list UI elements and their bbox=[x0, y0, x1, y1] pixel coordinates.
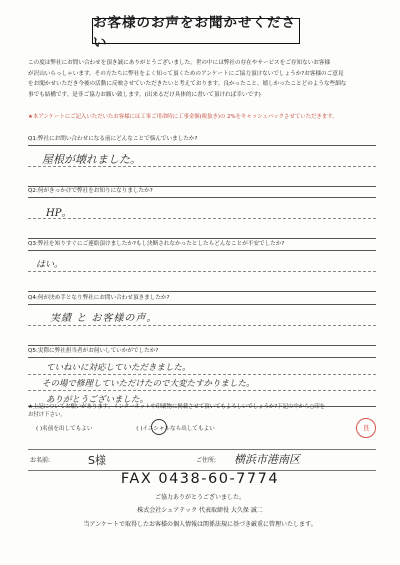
answer-line bbox=[28, 390, 376, 391]
fax-number: FAX 0438-60-7774 bbox=[120, 471, 280, 487]
intro-line: をお聞かせいただき今後の活動に反映させていただきたいと考えております。良かったこと、嬉しかったことどのような些細な bbox=[28, 81, 347, 88]
question-5 bbox=[28, 347, 376, 407]
question-label: Q3:弊社を知りすぐにご連絡頂けましたか?もし決断されなかったとしたらどんなことが不安でしたか? bbox=[28, 241, 285, 247]
handwritten-answer: 実績 と お客様の声。 bbox=[50, 313, 158, 324]
selected-circle-mark bbox=[151, 419, 167, 435]
permission-text-2: お付け下さい。 bbox=[28, 412, 66, 418]
intro-line: が沢山いらっしゃいます。その方たちに弊社をよく知って頂くためのアンケートにご協力頂けないでしょうか?お客様のご意見 bbox=[28, 70, 344, 77]
privacy-notice: 当アンケートで取得したお客様の個人情報は関係法規に基づき厳重に管理いたします。 bbox=[83, 521, 317, 528]
question-label: Q2:何がきっかけで弊社をお知りになりましたか? bbox=[28, 188, 153, 194]
intro-line: 事でも結構です。是非ご協力お願い致します。(出来るだけ具体的に書いて頂ければ幸いです) bbox=[28, 91, 261, 98]
permission-request bbox=[28, 402, 378, 418]
answer-line bbox=[28, 374, 376, 375]
answer-line bbox=[28, 325, 376, 326]
permission-choices bbox=[36, 424, 366, 432]
question-2 bbox=[28, 187, 376, 239]
question-label: Q4:何が決め手となり弊社にお問い合わせ頂きましたか? bbox=[28, 295, 170, 301]
thanks-text: ご協力ありがとうございました。 bbox=[154, 494, 245, 501]
question-label: Q1:弊社にお問い合わせになる前にどんなことで悩んでいましたか? bbox=[28, 136, 198, 142]
address-value: 横浜市港南区 bbox=[234, 453, 300, 466]
permission-text: ★上記についてお願いがあります。インターネットや印刷物に掲載させて頂いてもよろしいでしょうか?下記の中から○印を bbox=[28, 404, 326, 410]
answer-box bbox=[28, 250, 376, 292]
name-label: お名前: bbox=[30, 457, 51, 464]
question-3 bbox=[28, 240, 376, 292]
answer-line bbox=[28, 271, 376, 272]
answer-box bbox=[28, 357, 376, 407]
page-title: お客様のお声をお聞かせください bbox=[92, 18, 300, 44]
name-value: S様 bbox=[88, 454, 106, 467]
question-4 bbox=[28, 294, 376, 346]
handwritten-answer: HP。 bbox=[46, 208, 72, 219]
handwritten-answer: はい。 bbox=[36, 260, 64, 270]
company-name: 株式会社シェアテック 代表取締役 大久保 誠二 bbox=[137, 507, 263, 514]
choice-name-ok[interactable]: ( )名前を出してもよい bbox=[36, 426, 93, 432]
handwritten-answer: 屋根が壊れました。 bbox=[42, 153, 141, 166]
intro-text bbox=[28, 58, 376, 100]
answer-box bbox=[28, 304, 376, 346]
approval-stamp: 良 bbox=[356, 418, 376, 438]
choice-initial-ok[interactable]: ( )イニシャルなら出してもよい bbox=[136, 426, 215, 432]
handwritten-answer-line: ありがとうございました。 bbox=[46, 395, 149, 405]
cashback-note: ★本アンケートにご記入いただいたお客様には工事ご用命時に工事金額(税抜き)の 2%をキャッシュバックさせていただきます。 bbox=[28, 114, 338, 120]
handwritten-answer-line: その場で修理していただけたので大変たすかりました。 bbox=[42, 379, 255, 389]
handwritten-answer-line: ていねいに対応していただきました。 bbox=[46, 363, 191, 373]
answer-box bbox=[28, 145, 376, 187]
answer-line bbox=[28, 218, 376, 219]
intro-line: この度は弊社にお問い合わせを頂き誠にありがとうございました。世の中には弊社の存在やサービスをご存知ないお客様 bbox=[28, 60, 331, 66]
name-address-row bbox=[28, 449, 376, 471]
question-label: Q5:実際に弊社担当者がお伺いしていかがでしたか? bbox=[28, 348, 159, 354]
question-1 bbox=[28, 135, 376, 187]
address-label: ご住所: bbox=[196, 457, 217, 464]
answer-box bbox=[28, 197, 376, 239]
